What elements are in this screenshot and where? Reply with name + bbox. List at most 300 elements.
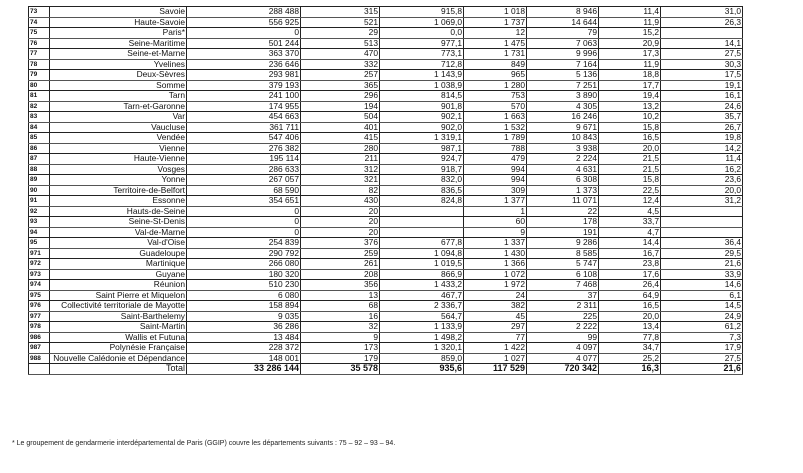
department-name-cell: Total bbox=[50, 364, 187, 375]
count-a-cell: 332 bbox=[301, 59, 380, 70]
department-code-cell: 84 bbox=[29, 122, 50, 133]
population-cell: 266 080 bbox=[187, 259, 301, 270]
population-cell: 290 792 bbox=[187, 248, 301, 259]
population-cell: 228 372 bbox=[187, 343, 301, 354]
table-row bbox=[29, 269, 743, 280]
count-b-cell: 1 280 bbox=[464, 80, 527, 91]
count-a-cell: 312 bbox=[301, 164, 380, 175]
ratio-a-cell: 1 038,9 bbox=[380, 80, 464, 91]
count-c-cell: 79 bbox=[527, 28, 599, 39]
count-a-cell: 29 bbox=[301, 28, 380, 39]
count-a-cell: 179 bbox=[301, 353, 380, 364]
count-a-cell: 20 bbox=[301, 227, 380, 238]
population-cell: 13 484 bbox=[187, 332, 301, 343]
department-name-cell: Guadeloupe bbox=[50, 248, 187, 259]
rate-a-cell: 22,5 bbox=[599, 185, 661, 196]
total-row bbox=[29, 364, 743, 375]
count-a-cell: 211 bbox=[301, 154, 380, 165]
table-row bbox=[29, 175, 743, 186]
department-name-cell: Guyane bbox=[50, 269, 187, 280]
rate-b-cell: 7,3 bbox=[661, 332, 743, 343]
department-name-cell: Somme bbox=[50, 80, 187, 91]
count-c-cell: 9 996 bbox=[527, 49, 599, 60]
ratio-a-cell: 1 143,9 bbox=[380, 70, 464, 81]
department-code-cell: 976 bbox=[29, 301, 50, 312]
table-row bbox=[29, 49, 743, 60]
rate-a-cell: 15,2 bbox=[599, 28, 661, 39]
count-c-cell: 8 946 bbox=[527, 7, 599, 18]
ratio-a-cell: 901,8 bbox=[380, 101, 464, 112]
count-b-cell: 117 529 bbox=[464, 364, 527, 375]
department-name-cell: Nouvelle Calédonie et Dépendance bbox=[50, 353, 187, 364]
rate-b-cell: 31,2 bbox=[661, 196, 743, 207]
rate-b-cell: 14,5 bbox=[661, 301, 743, 312]
rate-b-cell: 26,3 bbox=[661, 17, 743, 28]
rate-b-cell: 24,9 bbox=[661, 311, 743, 322]
rate-a-cell: 64,9 bbox=[599, 290, 661, 301]
rate-b-cell: 19,8 bbox=[661, 133, 743, 144]
department-code-cell: 93 bbox=[29, 217, 50, 228]
ratio-a-cell: 924,7 bbox=[380, 154, 464, 165]
ratio-a-cell: 918,7 bbox=[380, 164, 464, 175]
rate-a-cell: 16,5 bbox=[599, 133, 661, 144]
department-code-cell: 988 bbox=[29, 353, 50, 364]
table-row bbox=[29, 196, 743, 207]
count-a-cell: 415 bbox=[301, 133, 380, 144]
rate-a-cell: 12,4 bbox=[599, 196, 661, 207]
count-c-cell: 4 077 bbox=[527, 353, 599, 364]
population-cell: 236 646 bbox=[187, 59, 301, 70]
department-name-cell: Hauts-de-Seine bbox=[50, 206, 187, 217]
count-a-cell: 521 bbox=[301, 17, 380, 28]
rate-b-cell: 16,2 bbox=[661, 164, 743, 175]
ratio-a-cell bbox=[380, 227, 464, 238]
count-b-cell: 309 bbox=[464, 185, 527, 196]
ratio-a-cell: 773,1 bbox=[380, 49, 464, 60]
population-cell: 454 663 bbox=[187, 112, 301, 123]
count-b-cell: 45 bbox=[464, 311, 527, 322]
department-code-cell: 76 bbox=[29, 38, 50, 49]
rate-a-cell: 15,8 bbox=[599, 122, 661, 133]
count-a-cell: 356 bbox=[301, 280, 380, 291]
ratio-a-cell: 915,8 bbox=[380, 7, 464, 18]
table-row bbox=[29, 143, 743, 154]
rate-a-cell: 23,8 bbox=[599, 259, 661, 270]
rate-b-cell: 20,0 bbox=[661, 185, 743, 196]
department-code-cell: 978 bbox=[29, 322, 50, 333]
population-cell: 254 839 bbox=[187, 238, 301, 249]
ratio-a-cell: 902,1 bbox=[380, 112, 464, 123]
count-c-cell: 11 071 bbox=[527, 196, 599, 207]
department-code-cell: 94 bbox=[29, 227, 50, 238]
table-row bbox=[29, 91, 743, 102]
population-cell: 267 057 bbox=[187, 175, 301, 186]
department-name-cell: Var bbox=[50, 112, 187, 123]
department-code-cell: 80 bbox=[29, 80, 50, 91]
department-code-cell: 977 bbox=[29, 311, 50, 322]
rate-b-cell: 17,5 bbox=[661, 70, 743, 81]
table-row bbox=[29, 227, 743, 238]
rate-a-cell: 18,8 bbox=[599, 70, 661, 81]
department-name-cell: Essonne bbox=[50, 196, 187, 207]
rate-b-cell: 29,5 bbox=[661, 248, 743, 259]
count-b-cell: 1 027 bbox=[464, 353, 527, 364]
count-b-cell: 12 bbox=[464, 28, 527, 39]
count-a-cell: 280 bbox=[301, 143, 380, 154]
population-cell: 148 001 bbox=[187, 353, 301, 364]
table-row bbox=[29, 112, 743, 123]
rate-b-cell bbox=[661, 28, 743, 39]
count-c-cell: 3 938 bbox=[527, 143, 599, 154]
count-b-cell: 9 bbox=[464, 227, 527, 238]
department-code-cell: 85 bbox=[29, 133, 50, 144]
department-name-cell: Deux-Sèvres bbox=[50, 70, 187, 81]
count-a-cell: 68 bbox=[301, 301, 380, 312]
table-row bbox=[29, 238, 743, 249]
count-c-cell: 10 843 bbox=[527, 133, 599, 144]
department-name-cell: Paris* bbox=[50, 28, 187, 39]
rate-b-cell: 31,0 bbox=[661, 7, 743, 18]
population-cell: 0 bbox=[187, 206, 301, 217]
rate-a-cell: 21,5 bbox=[599, 154, 661, 165]
table-row bbox=[29, 70, 743, 81]
department-name-cell: Wallis et Futuna bbox=[50, 332, 187, 343]
table-row bbox=[29, 185, 743, 196]
count-c-cell: 22 bbox=[527, 206, 599, 217]
count-a-cell: 173 bbox=[301, 343, 380, 354]
ratio-a-cell: 712,8 bbox=[380, 59, 464, 70]
ratio-a-cell: 977,1 bbox=[380, 38, 464, 49]
population-cell: 286 633 bbox=[187, 164, 301, 175]
count-c-cell: 9 286 bbox=[527, 238, 599, 249]
count-a-cell: 16 bbox=[301, 311, 380, 322]
table-row bbox=[29, 343, 743, 354]
table-row bbox=[29, 28, 743, 39]
department-name-cell: Saint Pierre et Miquelon bbox=[50, 290, 187, 301]
department-name-cell: Yvelines bbox=[50, 59, 187, 70]
rate-a-cell: 34,7 bbox=[599, 343, 661, 354]
count-a-cell: 20 bbox=[301, 206, 380, 217]
department-name-cell: Tarn-et-Garonne bbox=[50, 101, 187, 112]
rate-b-cell: 6,1 bbox=[661, 290, 743, 301]
table-row bbox=[29, 80, 743, 91]
department-name-cell: Seine-Maritime bbox=[50, 38, 187, 49]
ratio-a-cell: 902,0 bbox=[380, 122, 464, 133]
department-statistics-table bbox=[28, 6, 743, 375]
count-c-cell: 7 251 bbox=[527, 80, 599, 91]
population-cell: 501 244 bbox=[187, 38, 301, 49]
rate-a-cell: 17,3 bbox=[599, 49, 661, 60]
table-row bbox=[29, 133, 743, 144]
rate-a-cell: 19,4 bbox=[599, 91, 661, 102]
rate-b-cell: 61,2 bbox=[661, 322, 743, 333]
count-b-cell: 965 bbox=[464, 70, 527, 81]
rate-b-cell: 36,4 bbox=[661, 238, 743, 249]
ratio-a-cell: 836,5 bbox=[380, 185, 464, 196]
department-name-cell: Saint-Martin bbox=[50, 322, 187, 333]
count-b-cell: 382 bbox=[464, 301, 527, 312]
count-b-cell: 297 bbox=[464, 322, 527, 333]
table-row bbox=[29, 332, 743, 343]
rate-b-cell: 11,4 bbox=[661, 154, 743, 165]
count-a-cell: 257 bbox=[301, 70, 380, 81]
count-a-cell: 470 bbox=[301, 49, 380, 60]
count-b-cell: 1 337 bbox=[464, 238, 527, 249]
count-c-cell: 14 644 bbox=[527, 17, 599, 28]
count-a-cell: 315 bbox=[301, 7, 380, 18]
department-code-cell: 95 bbox=[29, 238, 50, 249]
department-name-cell: Tarn bbox=[50, 91, 187, 102]
department-name-cell: Haute-Vienne bbox=[50, 154, 187, 165]
count-c-cell: 6 308 bbox=[527, 175, 599, 186]
department-code-cell: 88 bbox=[29, 164, 50, 175]
table-row bbox=[29, 206, 743, 217]
count-b-cell: 1 789 bbox=[464, 133, 527, 144]
population-cell: 293 981 bbox=[187, 70, 301, 81]
count-b-cell: 849 bbox=[464, 59, 527, 70]
population-cell: 361 711 bbox=[187, 122, 301, 133]
department-name-cell: Vendée bbox=[50, 133, 187, 144]
ratio-a-cell: 987,1 bbox=[380, 143, 464, 154]
ratio-a-cell bbox=[380, 206, 464, 217]
rate-a-cell: 25,2 bbox=[599, 353, 661, 364]
ratio-a-cell: 1 320,1 bbox=[380, 343, 464, 354]
rate-b-cell: 21,6 bbox=[661, 259, 743, 270]
rate-a-cell: 11,4 bbox=[599, 7, 661, 18]
department-name-cell: Réunion bbox=[50, 280, 187, 291]
rate-a-cell: 20,0 bbox=[599, 143, 661, 154]
rate-a-cell: 26,4 bbox=[599, 280, 661, 291]
department-name-cell: Seine-St-Denis bbox=[50, 217, 187, 228]
population-cell: 510 230 bbox=[187, 280, 301, 291]
rate-a-cell: 10,2 bbox=[599, 112, 661, 123]
table-row bbox=[29, 311, 743, 322]
rate-a-cell: 17,7 bbox=[599, 80, 661, 91]
count-b-cell: 1 366 bbox=[464, 259, 527, 270]
count-c-cell: 225 bbox=[527, 311, 599, 322]
table-row bbox=[29, 259, 743, 270]
department-name-cell: Vienne bbox=[50, 143, 187, 154]
rate-b-cell: 27,5 bbox=[661, 49, 743, 60]
table-row bbox=[29, 280, 743, 291]
department-code-cell: 81 bbox=[29, 91, 50, 102]
count-c-cell: 4 305 bbox=[527, 101, 599, 112]
department-code-cell: 986 bbox=[29, 332, 50, 343]
count-c-cell: 5 747 bbox=[527, 259, 599, 270]
ratio-a-cell bbox=[380, 217, 464, 228]
rate-b-cell: 14,6 bbox=[661, 280, 743, 291]
rate-b-cell: 26,7 bbox=[661, 122, 743, 133]
ratio-a-cell: 467,7 bbox=[380, 290, 464, 301]
count-a-cell: 82 bbox=[301, 185, 380, 196]
count-b-cell: 1 972 bbox=[464, 280, 527, 291]
ratio-a-cell: 1 319,1 bbox=[380, 133, 464, 144]
rate-a-cell: 20,9 bbox=[599, 38, 661, 49]
rate-b-cell: 14,1 bbox=[661, 38, 743, 49]
department-name-cell: Seine-et-Marne bbox=[50, 49, 187, 60]
count-b-cell: 1 bbox=[464, 206, 527, 217]
population-cell: 158 894 bbox=[187, 301, 301, 312]
count-c-cell: 9 671 bbox=[527, 122, 599, 133]
ratio-a-cell: 1 433,2 bbox=[380, 280, 464, 291]
population-cell: 354 651 bbox=[187, 196, 301, 207]
count-c-cell: 5 136 bbox=[527, 70, 599, 81]
count-a-cell: 35 578 bbox=[301, 364, 380, 375]
department-name-cell: Yonne bbox=[50, 175, 187, 186]
count-c-cell: 7 468 bbox=[527, 280, 599, 291]
department-name-cell: Territoire-de-Belfort bbox=[50, 185, 187, 196]
count-b-cell: 1 018 bbox=[464, 7, 527, 18]
count-b-cell: 1 377 bbox=[464, 196, 527, 207]
population-cell: 9 035 bbox=[187, 311, 301, 322]
count-b-cell: 1 532 bbox=[464, 122, 527, 133]
count-a-cell: 504 bbox=[301, 112, 380, 123]
count-a-cell: 430 bbox=[301, 196, 380, 207]
table-row bbox=[29, 122, 743, 133]
rate-a-cell: 16,3 bbox=[599, 364, 661, 375]
count-c-cell: 191 bbox=[527, 227, 599, 238]
department-name-cell: Martinique bbox=[50, 259, 187, 270]
rate-b-cell: 17,9 bbox=[661, 343, 743, 354]
ratio-a-cell: 832,0 bbox=[380, 175, 464, 186]
department-code-cell: 82 bbox=[29, 101, 50, 112]
table-row bbox=[29, 7, 743, 18]
count-b-cell: 77 bbox=[464, 332, 527, 343]
rate-b-cell: 23,6 bbox=[661, 175, 743, 186]
count-a-cell: 321 bbox=[301, 175, 380, 186]
ratio-a-cell: 1 498,2 bbox=[380, 332, 464, 343]
department-name-cell: Vosges bbox=[50, 164, 187, 175]
count-c-cell: 99 bbox=[527, 332, 599, 343]
count-a-cell: 20 bbox=[301, 217, 380, 228]
rate-a-cell: 4,7 bbox=[599, 227, 661, 238]
count-c-cell: 2 311 bbox=[527, 301, 599, 312]
count-a-cell: 13 bbox=[301, 290, 380, 301]
department-code-cell: 83 bbox=[29, 112, 50, 123]
count-c-cell: 8 585 bbox=[527, 248, 599, 259]
department-code-cell: 90 bbox=[29, 185, 50, 196]
department-name-cell: Val-d'Oise bbox=[50, 238, 187, 249]
population-cell: 0 bbox=[187, 217, 301, 228]
count-c-cell: 1 373 bbox=[527, 185, 599, 196]
department-code-cell: 92 bbox=[29, 206, 50, 217]
department-name-cell: Savoie bbox=[50, 7, 187, 18]
rate-a-cell: 21,5 bbox=[599, 164, 661, 175]
table-row bbox=[29, 290, 743, 301]
department-code-cell bbox=[29, 364, 50, 375]
count-b-cell: 753 bbox=[464, 91, 527, 102]
department-code-cell: 77 bbox=[29, 49, 50, 60]
table-row bbox=[29, 301, 743, 312]
rate-b-cell bbox=[661, 227, 743, 238]
rate-b-cell bbox=[661, 206, 743, 217]
department-code-cell: 987 bbox=[29, 343, 50, 354]
department-code-cell: 78 bbox=[29, 59, 50, 70]
rate-a-cell: 14,4 bbox=[599, 238, 661, 249]
rate-b-cell: 21,6 bbox=[661, 364, 743, 375]
count-c-cell: 178 bbox=[527, 217, 599, 228]
population-cell: 6 080 bbox=[187, 290, 301, 301]
table-row bbox=[29, 59, 743, 70]
count-b-cell: 1 475 bbox=[464, 38, 527, 49]
population-cell: 0 bbox=[187, 227, 301, 238]
count-b-cell: 994 bbox=[464, 175, 527, 186]
count-b-cell: 994 bbox=[464, 164, 527, 175]
ratio-a-cell: 859,0 bbox=[380, 353, 464, 364]
table-row bbox=[29, 101, 743, 112]
table-row bbox=[29, 322, 743, 333]
ratio-a-cell: 814,5 bbox=[380, 91, 464, 102]
rate-a-cell: 13,2 bbox=[599, 101, 661, 112]
department-code-cell: 91 bbox=[29, 196, 50, 207]
table-row bbox=[29, 17, 743, 28]
population-cell: 363 370 bbox=[187, 49, 301, 60]
rate-a-cell: 16,5 bbox=[599, 301, 661, 312]
ratio-a-cell: 2 336,7 bbox=[380, 301, 464, 312]
rate-a-cell: 17,6 bbox=[599, 269, 661, 280]
department-code-cell: 974 bbox=[29, 280, 50, 291]
count-c-cell: 2 224 bbox=[527, 154, 599, 165]
rate-a-cell: 77,8 bbox=[599, 332, 661, 343]
department-name-cell: Polynésie Française bbox=[50, 343, 187, 354]
count-a-cell: 365 bbox=[301, 80, 380, 91]
population-cell: 379 193 bbox=[187, 80, 301, 91]
department-name-cell: Saint-Barthelemy bbox=[50, 311, 187, 322]
rate-b-cell: 16,1 bbox=[661, 91, 743, 102]
count-a-cell: 376 bbox=[301, 238, 380, 249]
population-cell: 547 406 bbox=[187, 133, 301, 144]
rate-a-cell: 20,0 bbox=[599, 311, 661, 322]
ratio-a-cell: 0,0 bbox=[380, 28, 464, 39]
department-code-cell: 86 bbox=[29, 143, 50, 154]
population-cell: 556 925 bbox=[187, 17, 301, 28]
count-b-cell: 1 072 bbox=[464, 269, 527, 280]
count-c-cell: 37 bbox=[527, 290, 599, 301]
count-a-cell: 261 bbox=[301, 259, 380, 270]
count-a-cell: 194 bbox=[301, 101, 380, 112]
rate-a-cell: 16,7 bbox=[599, 248, 661, 259]
rate-b-cell: 35,7 bbox=[661, 112, 743, 123]
population-cell: 33 286 144 bbox=[187, 364, 301, 375]
footnote: * Le groupement de gendarmerie interdépartemental de Paris (GGIP) couvre les départements suivants : 75 – 92 – 93 – 94. bbox=[12, 440, 396, 447]
count-a-cell: 9 bbox=[301, 332, 380, 343]
department-name-cell: Val-de-Marne bbox=[50, 227, 187, 238]
department-code-cell: 73 bbox=[29, 7, 50, 18]
count-a-cell: 401 bbox=[301, 122, 380, 133]
ratio-a-cell: 866,9 bbox=[380, 269, 464, 280]
population-cell: 36 286 bbox=[187, 322, 301, 333]
count-b-cell: 479 bbox=[464, 154, 527, 165]
department-code-cell: 972 bbox=[29, 259, 50, 270]
rate-a-cell: 33,7 bbox=[599, 217, 661, 228]
count-b-cell: 1 663 bbox=[464, 112, 527, 123]
rate-a-cell: 11,9 bbox=[599, 17, 661, 28]
ratio-a-cell: 564,7 bbox=[380, 311, 464, 322]
rate-b-cell: 27,5 bbox=[661, 353, 743, 364]
department-name-cell: Collectivité territoriale de Mayotte bbox=[50, 301, 187, 312]
table-row bbox=[29, 217, 743, 228]
department-code-cell: 74 bbox=[29, 17, 50, 28]
population-cell: 276 382 bbox=[187, 143, 301, 154]
rate-a-cell: 4,5 bbox=[599, 206, 661, 217]
count-b-cell: 24 bbox=[464, 290, 527, 301]
population-cell: 288 488 bbox=[187, 7, 301, 18]
ratio-a-cell: 1 133,9 bbox=[380, 322, 464, 333]
rate-a-cell: 13,4 bbox=[599, 322, 661, 333]
table-row bbox=[29, 38, 743, 49]
count-a-cell: 513 bbox=[301, 38, 380, 49]
rate-b-cell: 30,3 bbox=[661, 59, 743, 70]
